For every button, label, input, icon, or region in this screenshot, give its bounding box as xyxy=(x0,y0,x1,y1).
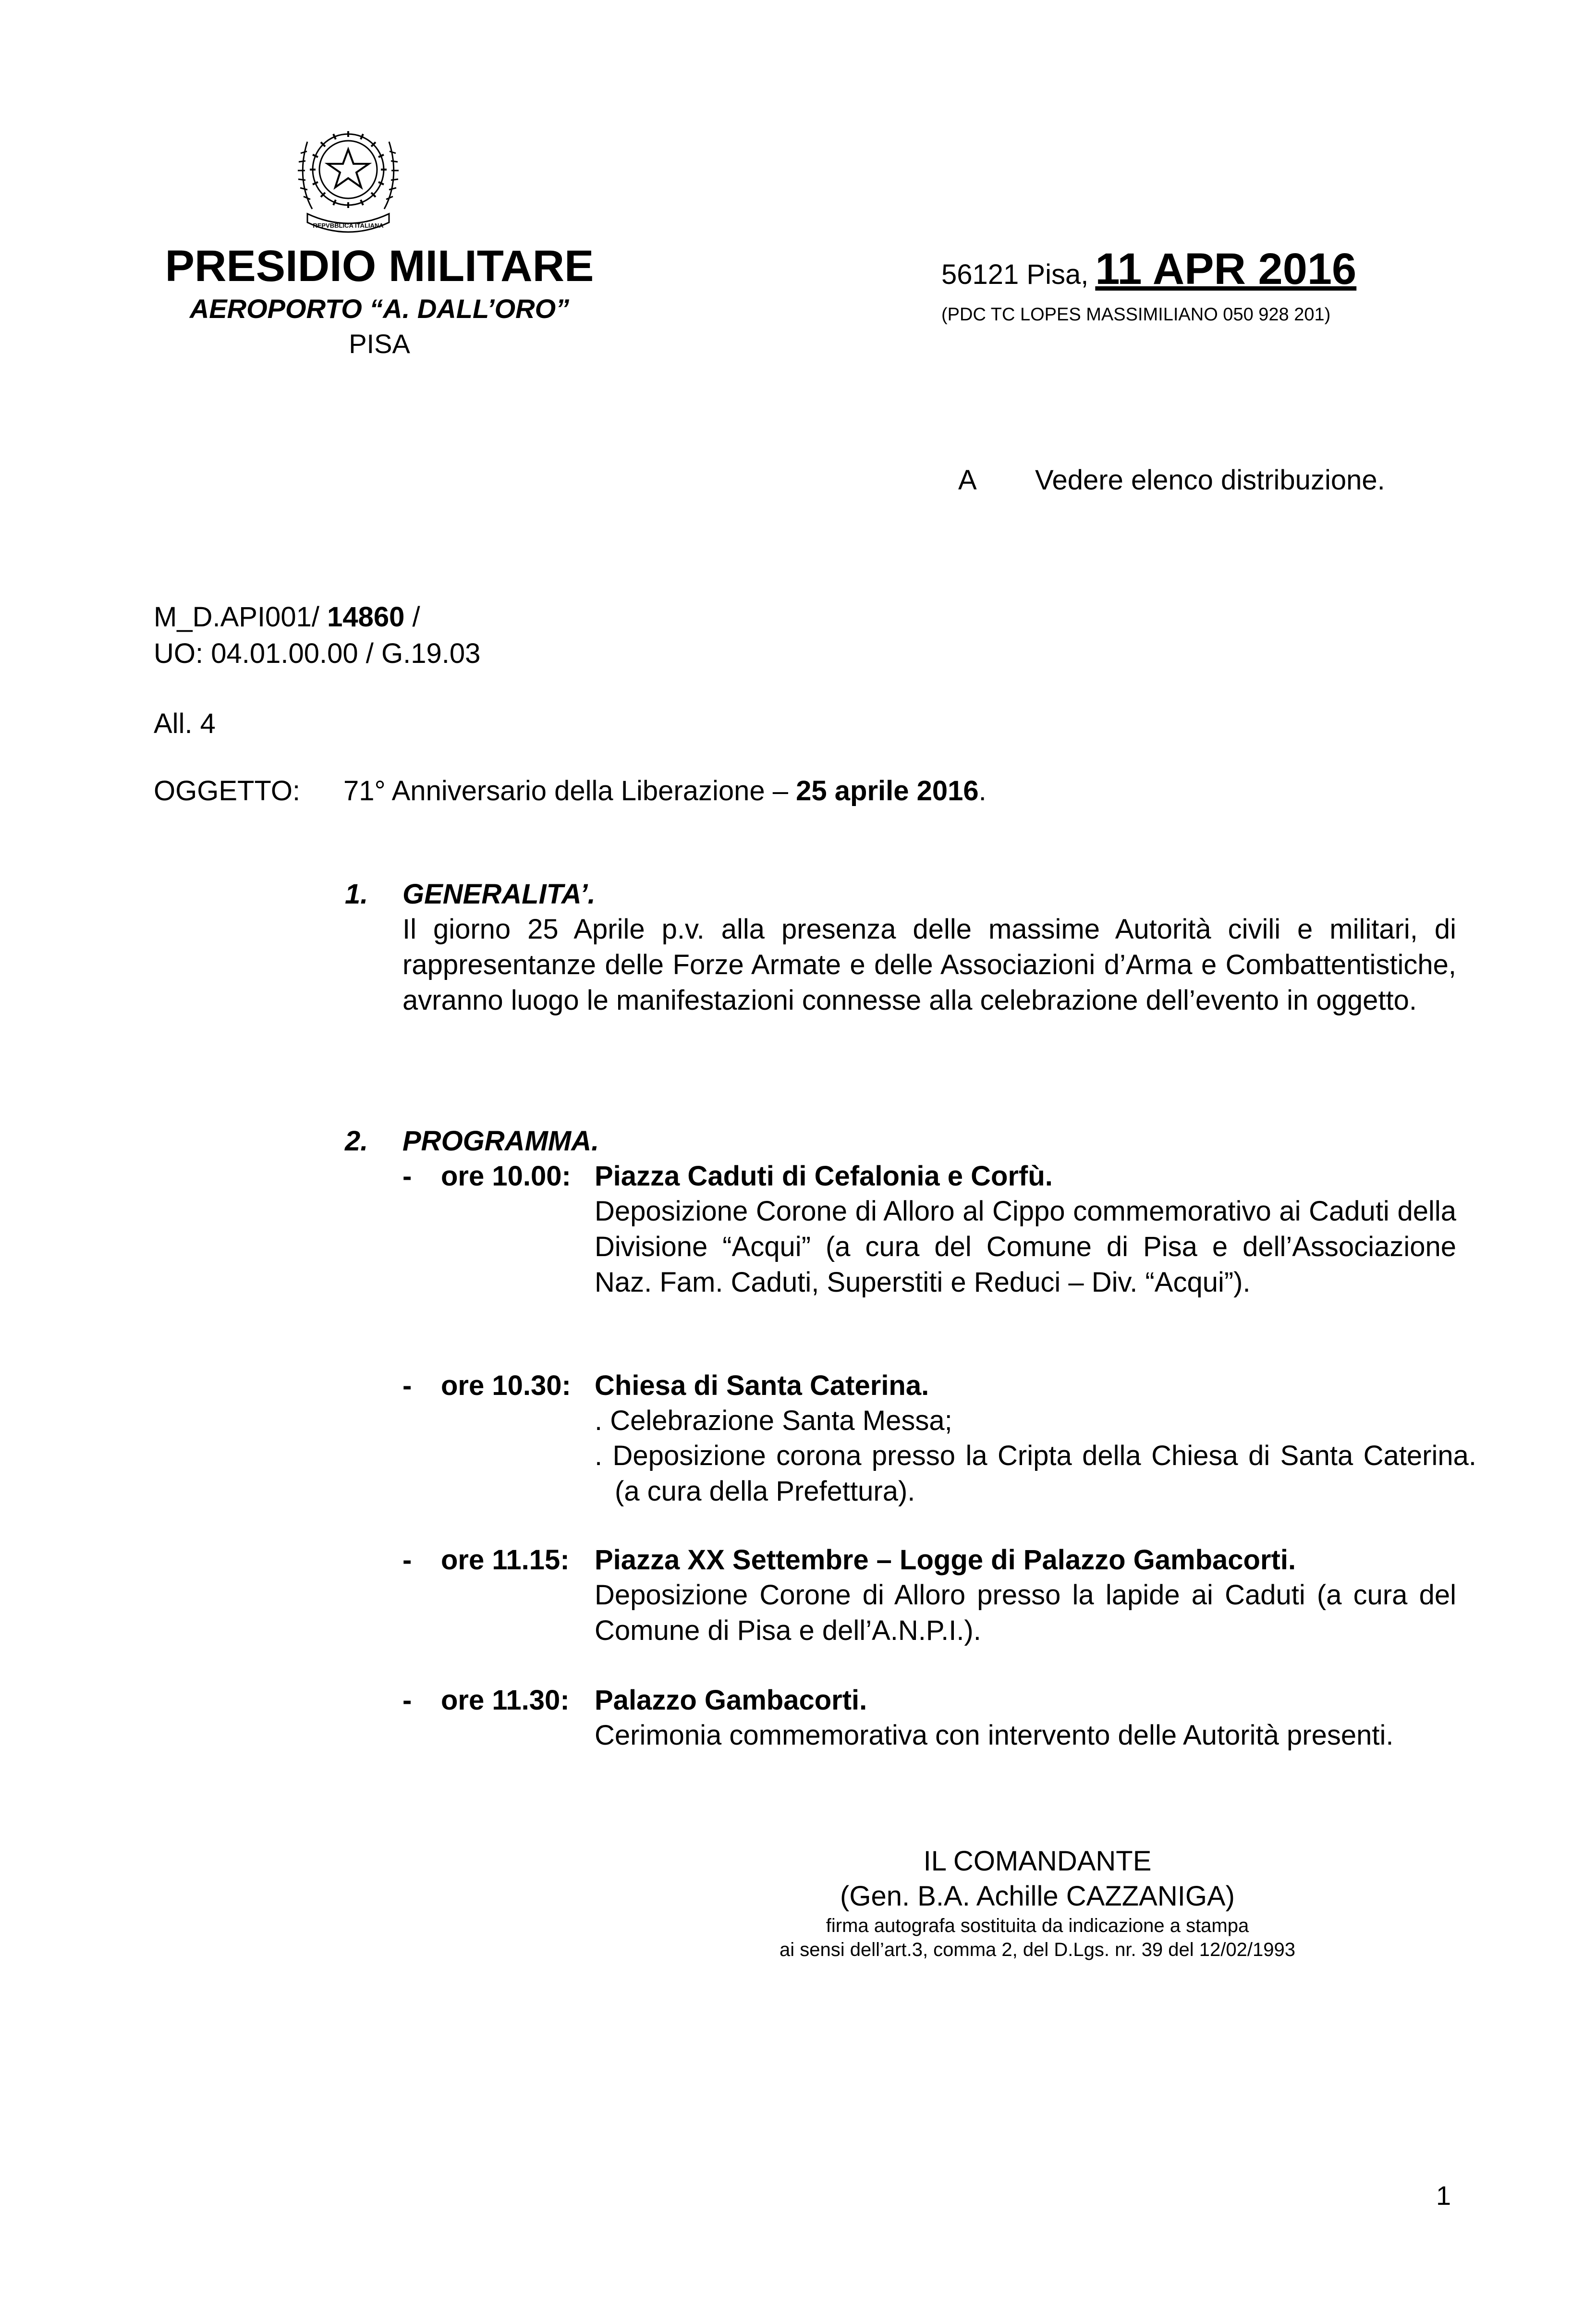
event-dash: - xyxy=(402,1685,412,1716)
event-description: . Celebrazione Santa Messa; xyxy=(595,1405,952,1436)
point-of-contact: (PDC TC LOPES MASSIMILIANO 050 928 201) xyxy=(941,305,1331,325)
place: 56121 Pisa, xyxy=(941,259,1089,290)
sender-city: PISA xyxy=(349,329,410,359)
signature-note: firma autografa sostituita da indicazione a stampa xyxy=(826,1915,1249,1936)
event-place: Palazzo Gambacorti. xyxy=(595,1685,867,1716)
addressee-text: Vedere elenco distribuzione. xyxy=(1035,464,1385,496)
page-number: 1 xyxy=(1436,2180,1451,2211)
attachments: All. 4 xyxy=(154,708,216,739)
italian-republic-emblem-icon xyxy=(293,113,403,243)
subject-end: . xyxy=(978,775,987,807)
subject-text xyxy=(343,773,987,809)
section-number: 1. xyxy=(345,879,368,910)
event-time: ore 10.00: xyxy=(441,1161,571,1192)
event-dash: - xyxy=(402,1370,412,1401)
event-description: Deposizione Corone di Alloro presso la lapide ai Caduti (a cura del Comune di Pisa e dell’A.N.P.I.). xyxy=(595,1579,1456,1646)
addressee-prefix: A xyxy=(958,464,977,496)
emblem-ribbon-text: REPVBBLICA ITALIANA xyxy=(313,222,384,229)
event-place: Piazza XX Settembre – Logge di Palazzo Gambacorti. xyxy=(595,1544,1296,1576)
sender-subtitle: AEROPORTO “A. DALL’ORO” xyxy=(189,293,570,324)
event-description: . Deposizione corona presso la Cripta della Chiesa di Santa Caterina. (a cura della Prefettura). xyxy=(595,1440,1476,1507)
event-dash: - xyxy=(402,1544,412,1576)
protocol-number: 14860 xyxy=(327,601,405,633)
signature-legal-note: ai sensi dell’art.3, comma 2, del D.Lgs. nr. 39 del 12/02/1993 xyxy=(780,1939,1295,1960)
event-description: Deposizione Corone di Alloro al Cippo commemorativo ai Caduti della Divisione “Acqui” (a cura del Comune di Pisa e dell’Associazione Naz. Fam. Caduti, Superstiti e Reduci – Div. “Acqui”). xyxy=(595,1196,1456,1298)
document-date: 11 APR 2016 xyxy=(1095,244,1357,293)
subject-main: 71° Anniversario della Liberazione – xyxy=(343,775,796,807)
place-date xyxy=(941,246,1356,298)
subject-label: OGGETTO: xyxy=(154,775,301,807)
signature-role: IL COMANDANTE xyxy=(923,1846,1152,1877)
sender-title: PRESIDIO MILITARE xyxy=(165,242,594,291)
protocol-suffix: / xyxy=(404,601,420,633)
event-time: ore 10.30: xyxy=(441,1370,571,1401)
section-body: Il giorno 25 Aprile p.v. alla presenza delle massime Autorità civili e militari, di rappresentanze delle Forze Armate e delle Associazioni d’Arma e Combattentistiche, avranno luogo le manifestazioni connesse alla celebrazione dell’evento in oggetto. xyxy=(402,914,1456,1016)
event-time: ore 11.30: xyxy=(441,1685,570,1716)
subject-date: 25 aprile 2016 xyxy=(796,775,979,807)
section-title: PROGRAMMA. xyxy=(402,1125,599,1157)
uo-reference: UO: 04.01.00.00 / G.19.03 xyxy=(154,638,481,669)
protocol-prefix: M_D.API001/ xyxy=(154,601,328,633)
sender-block xyxy=(154,240,605,362)
section-title: GENERALITA’. xyxy=(402,879,596,910)
event-place: Piazza Caduti di Cefalonia e Corfù. xyxy=(595,1161,1053,1192)
signature-name: (Gen. B.A. Achille CAZZANIGA) xyxy=(840,1881,1235,1912)
event-time: ore 11.15: xyxy=(441,1544,570,1576)
signature-block xyxy=(749,1844,1326,1962)
section-number: 2. xyxy=(345,1125,368,1157)
event-description: Cerimonia commemorativa con intervento delle Autorità presenti. xyxy=(595,1720,1394,1751)
protocol-reference xyxy=(154,599,420,635)
event-place: Chiesa di Santa Caterina. xyxy=(595,1370,929,1401)
event-dash: - xyxy=(402,1161,412,1192)
